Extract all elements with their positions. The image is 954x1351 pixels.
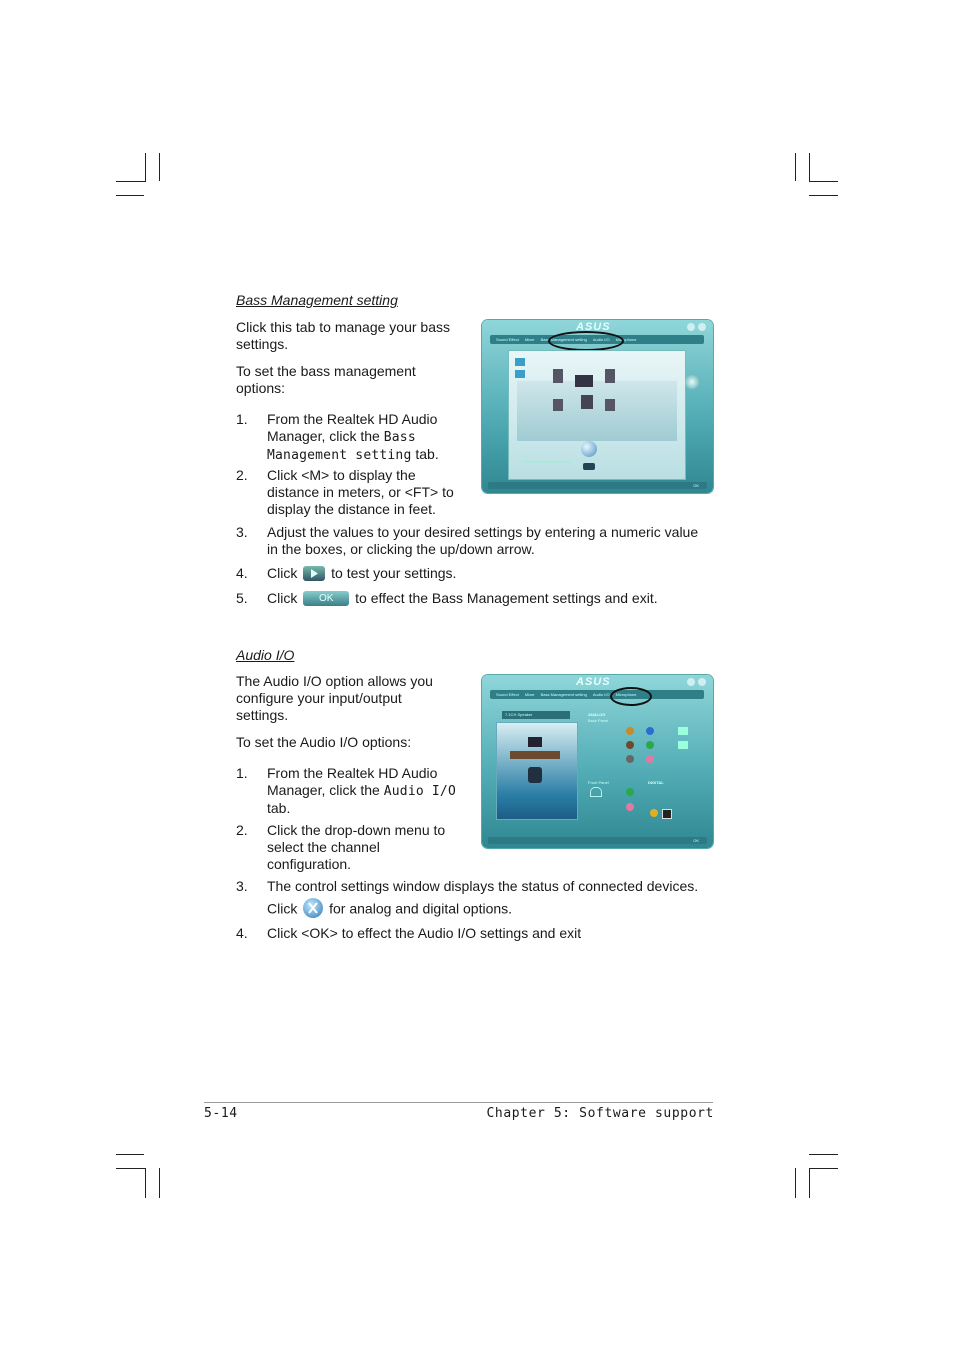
text-line: select the channel (267, 839, 380, 855)
text-line: settings. (236, 707, 289, 723)
speaker-icon (605, 369, 615, 383)
text-line: Click the drop-down menu to (267, 822, 446, 838)
setup-text: To set the Audio I/O options: (236, 734, 412, 750)
text-line: in the boxes, or clicking the up/down arrow. (267, 541, 535, 557)
text-line: Manager, click the (267, 428, 384, 444)
text-line: Click (267, 590, 298, 606)
tab-microphone[interactable]: Microphone (615, 337, 637, 342)
text-line: Adjust the values to your desired settings by entering a numeric value (267, 524, 699, 540)
text-line: The control settings window displays the status of connected devices. (267, 878, 699, 894)
spdif-jack-icon[interactable] (650, 809, 658, 817)
text-line: tab. (267, 800, 291, 816)
jack-icon[interactable] (626, 803, 634, 811)
close-icon (698, 678, 706, 686)
step-text (267, 565, 687, 582)
text-line: settings. (236, 336, 289, 352)
text-line: Manager, click the (267, 782, 384, 798)
back-panel-label: Back Panel (588, 718, 609, 723)
step-number: 4. (236, 565, 248, 581)
jack-icon[interactable] (626, 727, 634, 735)
tab-highlight-ellipse (548, 331, 624, 351)
tab-name: Audio I/O (383, 784, 456, 799)
listener-sphere-icon (581, 441, 597, 457)
tab-highlight-ellipse (610, 687, 652, 706)
step-text (267, 467, 482, 518)
tab-sound-effect[interactable]: Sound Effect (496, 337, 519, 342)
jack-icon[interactable] (626, 788, 634, 796)
window-controls (687, 678, 707, 686)
tab-bass-management[interactable]: Bass Management setting (540, 337, 587, 342)
intro-text (236, 319, 476, 353)
step-number: 2. (236, 467, 248, 483)
tab-bar (490, 690, 704, 699)
speaker-icon (553, 369, 563, 383)
device-icon[interactable] (678, 727, 688, 735)
text-line: distance in meters, or <FT> to (267, 484, 454, 500)
crop-mark (116, 1154, 144, 1155)
optical-jack-icon[interactable] (662, 809, 672, 819)
tab-audio-io[interactable]: Audio I/O (592, 337, 610, 342)
step-text (267, 878, 737, 920)
text-line: tab. (411, 446, 439, 462)
step-number: 5. (236, 590, 248, 606)
section-heading-bass: Bass Management setting (236, 292, 398, 308)
crop-mark (795, 1168, 796, 1198)
left-side-icons (515, 358, 525, 382)
step-number: 4. (236, 925, 248, 941)
speaker-icon (553, 399, 563, 411)
step-text: Click <OK> to effect the Audio I/O settings and exit (267, 925, 582, 941)
front-panel-label: Front Panel (588, 780, 609, 785)
text-line: display the distance in feet. (267, 501, 436, 517)
tools-button-icon (303, 898, 323, 918)
subwoofer-icon (581, 395, 593, 409)
setup-text (236, 363, 476, 397)
step-number: 1. (236, 765, 248, 781)
step-number: 1. (236, 411, 248, 427)
jack-icon[interactable] (626, 741, 634, 749)
audio-io-screenshot (482, 675, 713, 848)
speaker-icon (605, 399, 615, 411)
crop-mark (116, 181, 146, 182)
text-line: Click (267, 900, 298, 917)
app-logo: ASUS (576, 321, 611, 333)
crop-mark (159, 153, 160, 181)
page-number: 5-14 (204, 1106, 238, 1121)
bottom-bar (488, 837, 707, 844)
crop-mark (809, 153, 810, 181)
window-controls (687, 323, 707, 331)
tab-mixer[interactable]: Mixer (524, 337, 535, 342)
desk-icon (510, 751, 560, 759)
bottom-bar (488, 482, 707, 489)
play-button-icon (303, 566, 325, 581)
crop-mark (116, 195, 144, 196)
crop-mark (795, 153, 796, 181)
ok-button[interactable]: OK (693, 838, 699, 843)
text-line: Click (267, 565, 298, 581)
crop-mark (809, 181, 838, 182)
crop-mark (159, 1168, 160, 1198)
text-line: options: (236, 380, 286, 396)
config-dropdown[interactable]: 7.1CH Speaker (502, 711, 570, 719)
text-line: Click this tab to manage your bass (236, 319, 450, 335)
ok-button-icon: OK (303, 591, 349, 606)
text-line: for analog and digital options. (329, 900, 513, 917)
step-text (267, 411, 482, 464)
text-line: configure your input/output (236, 690, 402, 706)
tab-audio-io[interactable]: Audio I/O (592, 692, 610, 697)
ok-button[interactable]: OK (693, 483, 699, 488)
crop-mark (145, 1168, 146, 1198)
crop-mark (145, 153, 146, 181)
tab-microphone[interactable]: Microphone (615, 692, 637, 697)
bass-management-screenshot (482, 320, 713, 493)
tv-icon (575, 375, 593, 387)
side-icon[interactable] (515, 370, 525, 378)
monitor-icon (528, 737, 542, 747)
app-logo: ASUS (576, 676, 611, 688)
text-line: The Audio I/O option allows you (236, 673, 433, 689)
wrench-icon (303, 898, 323, 918)
minimize-icon (687, 323, 695, 331)
step-text (267, 590, 707, 607)
crop-mark (116, 1168, 146, 1169)
jack-icon[interactable] (646, 755, 654, 763)
crop-mark (809, 1168, 810, 1198)
tab-name: Bass (383, 430, 416, 445)
tab-name: Management setting (267, 448, 412, 463)
round-settings-icon[interactable] (685, 375, 699, 389)
text-line: To set the bass management (236, 363, 416, 379)
text-line: to test your settings. (331, 565, 457, 581)
step-text (267, 765, 482, 817)
test-play-button[interactable] (583, 463, 595, 470)
tab-bass-management[interactable]: Bass Management setting (540, 692, 587, 697)
enable-bass-checkbox-label[interactable]: Enable Bass Management (524, 459, 571, 464)
crop-mark (809, 1168, 838, 1169)
crop-mark (809, 1154, 838, 1155)
minimize-icon (687, 678, 695, 686)
room-floor (517, 381, 677, 441)
play-icon (303, 566, 325, 581)
intro-text (236, 673, 476, 724)
jack-grid (586, 725, 696, 771)
headphone-icon (590, 787, 602, 797)
tab-mixer[interactable]: Mixer (524, 692, 535, 697)
footer-rule (204, 1102, 713, 1103)
jack-icon[interactable] (646, 727, 654, 735)
digital-label: DIGITAL (648, 780, 664, 785)
device-icon[interactable] (678, 741, 688, 749)
text-line: From the Realtek HD Audio (267, 765, 438, 781)
side-icon[interactable] (515, 358, 525, 366)
chapter-title: Chapter 5: Software support (486, 1106, 714, 1121)
analog-label: ANALOG (588, 712, 606, 717)
step-number: 3. (236, 878, 248, 894)
jack-icon[interactable] (626, 755, 634, 763)
step-number: 3. (236, 524, 248, 540)
crop-mark (809, 195, 838, 196)
text-line: Click <M> to display the (267, 467, 416, 483)
close-icon (698, 323, 706, 331)
section-heading-audio-io: Audio I/O (236, 647, 295, 663)
text-line: to effect the Bass Management settings and exit. (355, 590, 658, 606)
chair-icon (528, 767, 542, 783)
text-line: configuration. (267, 856, 352, 872)
jack-icon[interactable] (646, 741, 654, 749)
step-text (267, 524, 727, 558)
step-text (267, 822, 482, 873)
tab-sound-effect[interactable]: Sound Effect (496, 692, 519, 697)
text-line: From the Realtek HD Audio (267, 411, 438, 427)
step-number: 2. (236, 822, 248, 838)
